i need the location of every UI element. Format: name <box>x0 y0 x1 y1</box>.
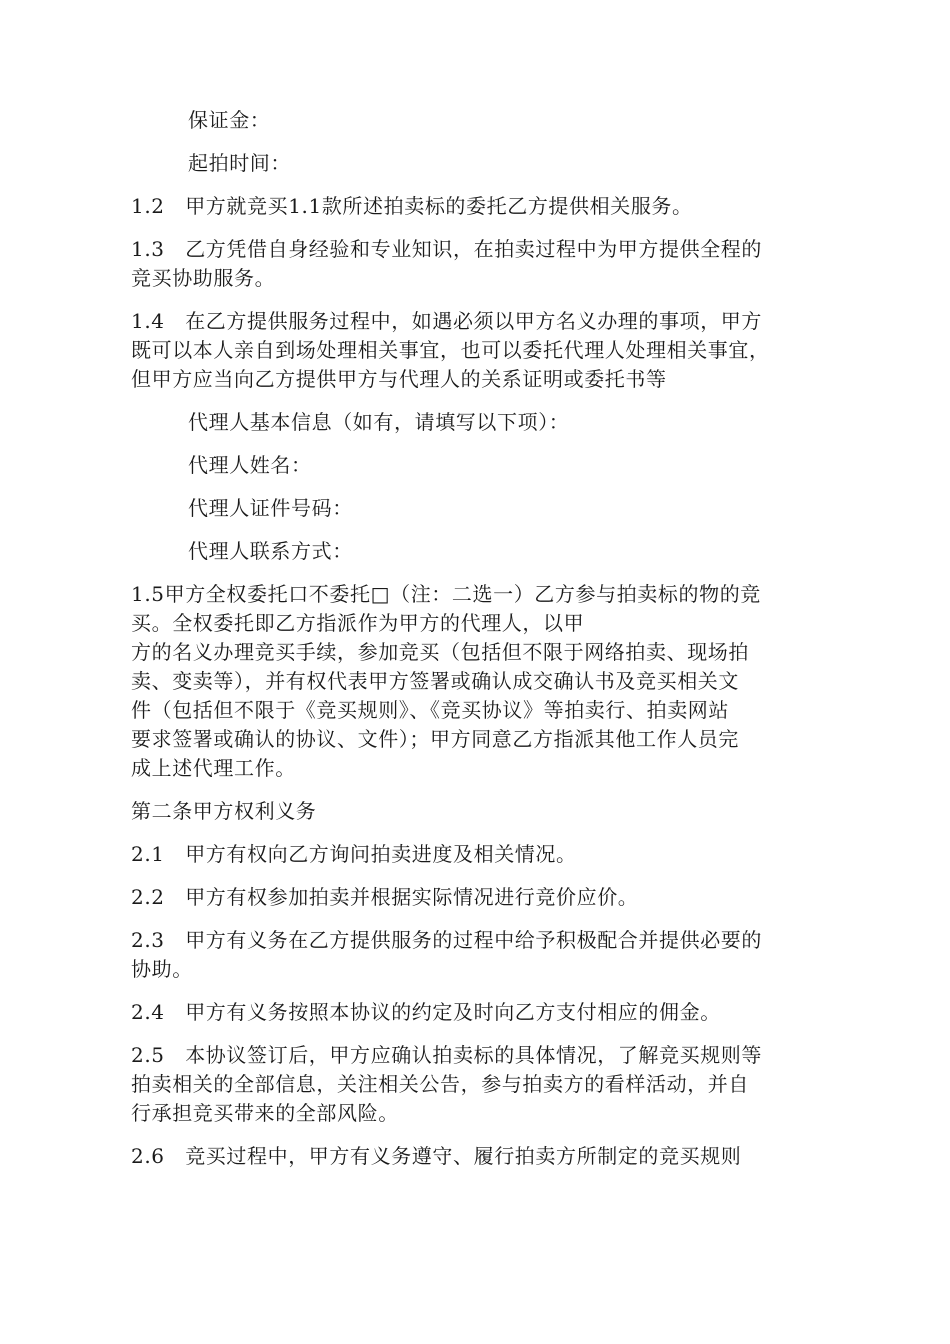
paragraph-2-2 <box>131 883 821 912</box>
paragraph-1-3 <box>131 235 821 293</box>
paragraph-line: 代理人证件号码： <box>188 496 353 520</box>
paragraph-line: 竞买协助服务。 <box>131 266 276 290</box>
paragraph-article-2 <box>131 797 821 826</box>
paragraph-line: 既可以本人亲自到场处理相关事宜，也可以委托代理人处理相关事宜， <box>131 338 770 362</box>
paragraph-start-time <box>131 149 821 178</box>
paragraph-line: 1.2 甲方就竞买1.1款所述拍卖标的委托乙方提供相关服务。 <box>131 194 693 218</box>
paragraph-2-4 <box>131 998 821 1027</box>
paragraph-line: 件（包括但不限于《竞买规则》、《竞买协议》等拍卖行、拍卖网站 <box>131 698 729 722</box>
paragraph-line: 行承担竞买带来的全部风险。 <box>131 1101 399 1125</box>
paragraph-line: 代理人姓名： <box>188 453 312 477</box>
paragraph-line: 2.5 本协议签订后，甲方应确认拍卖标的具体情况，了解竞买规则等 <box>131 1043 763 1067</box>
paragraph-2-1 <box>131 840 821 869</box>
paragraph-line: 2.6 竞买过程中，甲方有义务遵守、履行拍卖方所制定的竞买规则 <box>131 1144 742 1168</box>
paragraph-line: 要求签署或确认的协议、文件）；甲方同意乙方指派其他工作人员完 <box>131 727 739 751</box>
paragraph-line: 2.4 甲方有义务按照本协议的约定及时向乙方支付相应的佣金。 <box>131 1000 721 1024</box>
paragraph-2-3 <box>131 926 821 984</box>
paragraph-line: 成上述代理工作。 <box>131 756 296 780</box>
paragraph-line: 拍卖相关的全部信息，关注相关公告，参与拍卖方的看样活动，并自 <box>131 1072 749 1096</box>
paragraph-line: 1.5甲方全权委托口不委托□（注：二选一）乙方参与拍卖标的物的竞 <box>131 582 761 606</box>
document-body <box>131 106 821 1185</box>
paragraph-line: 方的名义办理竞买手续，参加竞买（包括但不限于网络拍卖、现场拍 <box>131 640 749 664</box>
paragraph-1-2 <box>131 192 821 221</box>
paragraph-line: 1.3 乙方凭借自身经验和专业知识，在拍卖过程中为甲方提供全程的 <box>131 237 763 261</box>
paragraph-deposit <box>131 106 821 135</box>
paragraph-line: 保证金： <box>188 108 271 132</box>
paragraph-line: 2.2 甲方有权参加拍卖并根据实际情况进行竞价应价。 <box>131 885 639 909</box>
paragraph-agent-name <box>131 451 821 480</box>
paragraph-line: 起拍时间： <box>188 151 291 175</box>
paragraph-2-6 <box>131 1142 821 1171</box>
paragraph-line: 第二条甲方权利义务 <box>131 799 317 823</box>
paragraph-line: 1.4 在乙方提供服务过程中，如遇必须以甲方名义办理的事项，甲方 <box>131 309 763 333</box>
paragraph-1-4 <box>131 307 821 394</box>
paragraph-line: 协助。 <box>131 957 193 981</box>
paragraph-agent-info <box>131 408 821 437</box>
paragraph-line: 但甲方应当向乙方提供甲方与代理人的关系证明或委托书等 <box>131 367 667 391</box>
paragraph-line: 2.3 甲方有义务在乙方提供服务的过程中给予积极配合并提供必要的 <box>131 928 763 952</box>
paragraph-line: 2.1 甲方有权向乙方询问拍卖进度及相关情况。 <box>131 842 577 866</box>
paragraph-1-5 <box>131 580 821 783</box>
paragraph-line: 代理人联系方式： <box>188 539 353 563</box>
paragraph-agent-id <box>131 494 821 523</box>
paragraph-line: 代理人基本信息（如有，请填写以下项）： <box>188 410 570 434</box>
paragraph-2-5 <box>131 1041 821 1128</box>
paragraph-line: 买。全权委托即乙方指派作为甲方的代理人，以甲 <box>131 611 585 635</box>
paragraph-agent-contact <box>131 537 821 566</box>
paragraph-line: 卖、变卖等），并有权代表甲方签署或确认成交确认书及竞买相关文 <box>131 669 739 693</box>
